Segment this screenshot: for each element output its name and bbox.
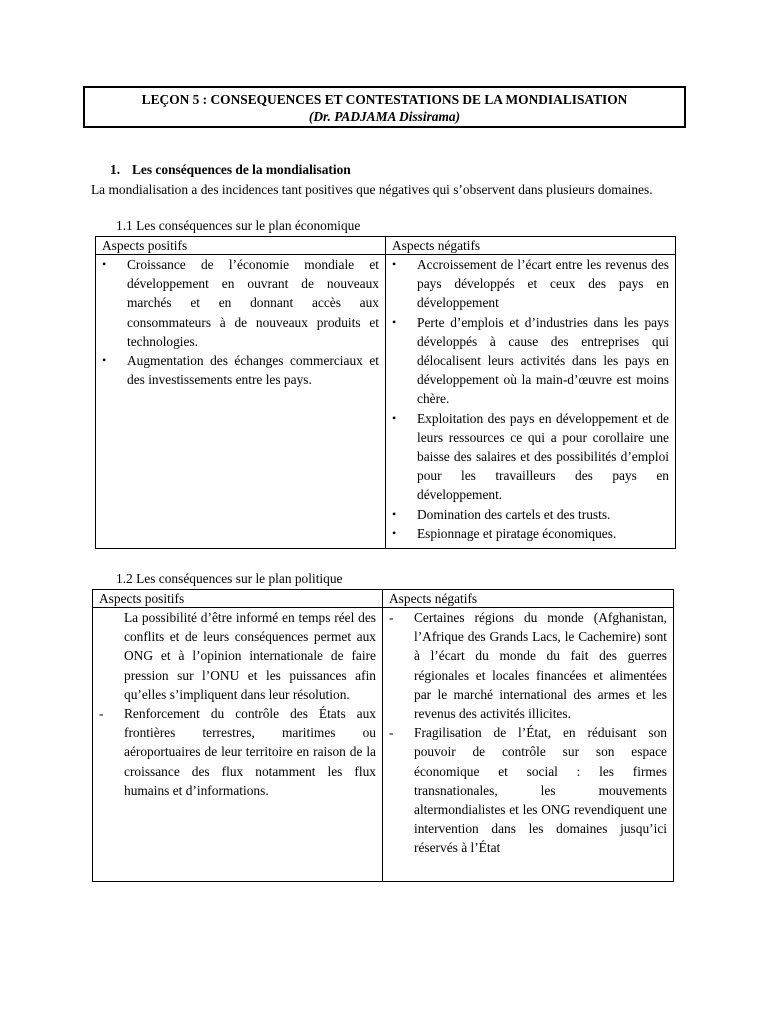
list-item: • Perte d’emplois et d’industries dans les pays développés à cause des entreprises qui délocalisent leurs activités dans les pays en développement où la main-d’œuvre est moins chère.	[392, 314, 669, 407]
economic-positive-cell	[96, 255, 386, 549]
economic-col-negative: Aspects négatifs	[386, 237, 676, 255]
list-item: • Domination des cartels et des trusts.	[390, 505, 669, 524]
bullet-icon: •	[102, 257, 107, 271]
political-col-positive: Aspects positifs	[93, 590, 383, 608]
economic-heading: 1.1 Les conséquences sur le plan économique	[116, 218, 361, 233]
bullet-icon: •	[102, 353, 107, 368]
economic-table	[95, 236, 676, 549]
section-heading	[110, 160, 351, 179]
section-heading-text: Les conséquences de la mondialisation	[132, 162, 351, 177]
economic-negative-cell	[386, 255, 676, 549]
political-positive-cell	[93, 608, 383, 882]
bullet-icon: •	[392, 506, 397, 521]
political-negative-cell	[383, 608, 674, 882]
list-item: - Renforcement du contrôle des États aux frontières terrestres, maritimes ou aéroportuaires de leur territoire en raison de la croissance des flux notamment les flux humains et d’informations.	[99, 706, 376, 798]
list-item: • Accroissement de l’écart entre les revenus des pays développés et ceux des pays en développement	[392, 257, 669, 311]
lesson-title: LEÇON 5 : CONSEQUENCES ET CONTESTATIONS DE LA MONDIALISATION	[141, 92, 628, 107]
political-table	[92, 589, 674, 882]
list-item: La possibilité d’être informé en temps réel des conflits et de leurs conséquences permet aux ONG et à l’opinion internationale de faire pression sur l’ONU et les puissances afin qu’elles s’impliquent dans leur résolution.	[124, 610, 376, 702]
list-item: • Croissance de l’économie mondiale et développement en ouvrant de nouveaux marchés et en donnant accès aux consommateurs à de nouveaux produits et technologies.	[102, 257, 379, 349]
lesson-author: (Dr. PADJAMA Dissirama)	[308, 109, 461, 124]
political-heading: 1.2 Les conséquences sur le plan politique	[116, 571, 343, 586]
section-intro: La mondialisation a des incidences tant positives que négatives qui s’observent dans plusieurs domaines.	[91, 182, 653, 197]
section-number: 1.	[110, 162, 121, 177]
dash-marker: -	[99, 706, 104, 722]
list-item: • Espionnage et piratage économiques.	[390, 524, 669, 543]
lesson-title-box	[83, 86, 686, 128]
bullet-icon: •	[392, 314, 397, 329]
list-item: • Exploitation des pays en développement et de leurs ressources ce qui a pour corollaire une baisse des salaires et des possibilités d’emploi pour les travailleurs des pays en développement.	[392, 410, 669, 503]
bullet-icon: •	[392, 257, 397, 271]
bullet-icon: •	[392, 410, 397, 425]
list-item: • Augmentation des échanges commerciaux et des investissements entre les pays.	[102, 353, 379, 388]
list-item: - Fragilisation de l’État, en réduisant son pouvoir de contrôle sur son espace économique et social : les firmes transnationales, les mouvements altermondialistes et les ONG revendiquent une intervention dans les domaines jusqu’ici réservés à l’État	[389, 725, 667, 856]
dash-marker: -	[389, 610, 394, 625]
economic-col-positive: Aspects positifs	[96, 237, 386, 255]
list-item: - Certaines régions du monde (Afghanistan, l’Afrique des Grands Lacs, le Cachemire) sont à l’écart du monde du fait des guerres régionales et locales financées et alimentées par le marché international des armes et les revenus des activités illicites.	[389, 610, 667, 722]
political-col-negative: Aspects négatifs	[383, 590, 674, 608]
bullet-icon: •	[392, 525, 397, 540]
dash-marker: -	[389, 725, 394, 741]
